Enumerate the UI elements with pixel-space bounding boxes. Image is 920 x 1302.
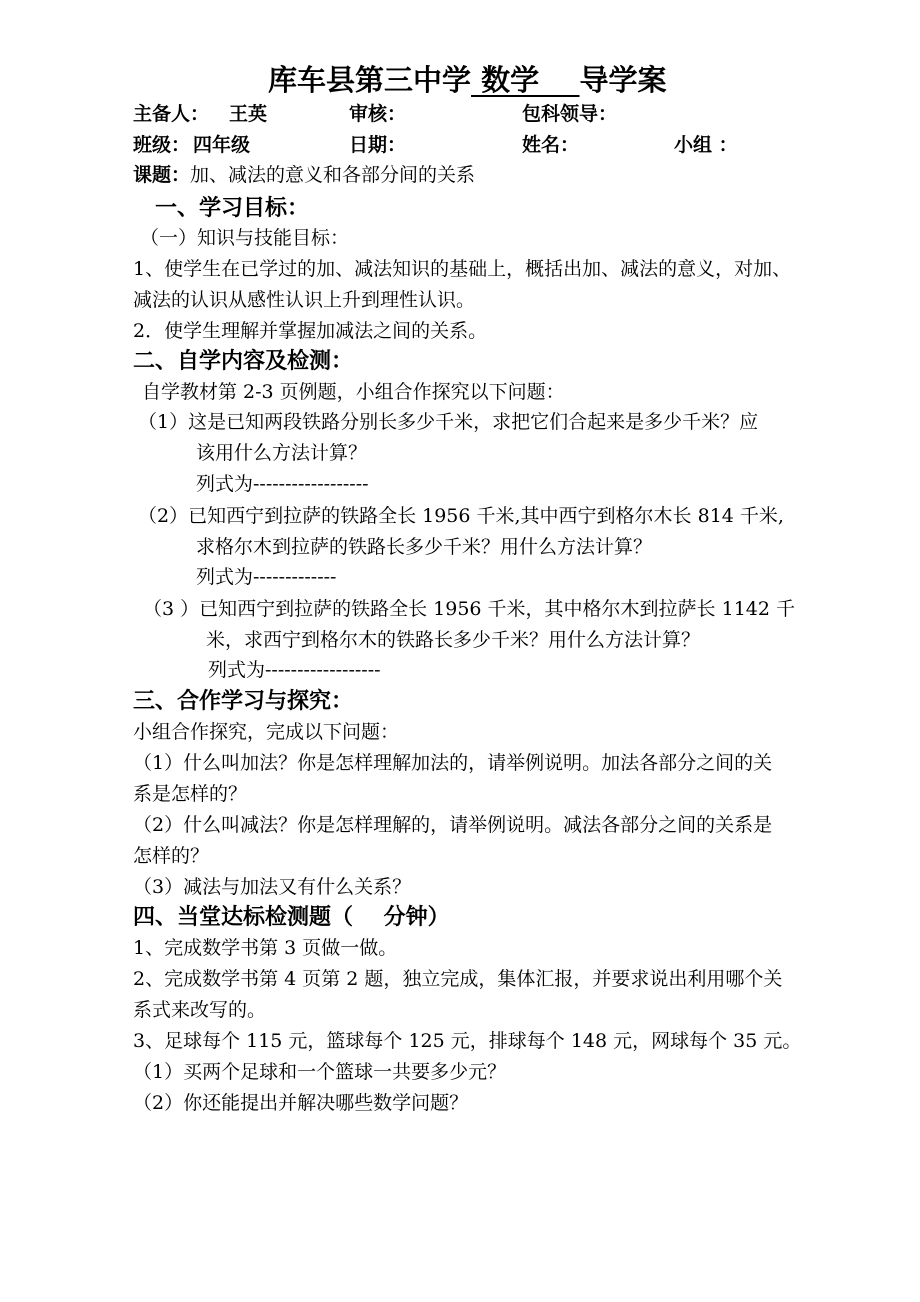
preparer-label: 主备人： xyxy=(133,103,210,125)
question-3-formula: 列式为------------------ xyxy=(208,659,381,681)
question-1-line-2: 该用什么方法计算？ xyxy=(196,442,368,464)
leader-label: 包科领导： xyxy=(522,103,618,125)
task-2-line-2: 系式来改写的。 xyxy=(133,999,267,1021)
objective-2: 2．使学生理解并掌握加减法之间的关系。 xyxy=(133,320,488,342)
section-3-heading: 三、合作学习与探究： xyxy=(133,688,354,714)
question-2-line-1: （2）已知西宁到拉萨的铁路全长 1956 千米,其中西宁到格尔木长 814 千米, xyxy=(138,505,784,527)
class-label: 班级： xyxy=(133,134,191,156)
section-2-intro: 自学教材第 2-3 页例题，小组合作探究以下问题： xyxy=(142,381,565,403)
question-2-formula: 列式为------------- xyxy=(196,566,337,588)
question-1-formula: 列式为------------------ xyxy=(196,473,369,495)
date-label: 日期： xyxy=(349,134,407,156)
name-label: 姓名： xyxy=(522,134,580,156)
preparer-value: 王英 xyxy=(229,103,268,125)
section-3-q3: （3）减法与加法又有什么关系？ xyxy=(133,876,412,898)
topic-label: 课题： xyxy=(133,164,191,186)
class-value: 四年级 xyxy=(193,134,251,156)
task-3: 3、足球每个 115 元，篮球每个 125 元，排球每个 148 元，网球每个 35 元。 xyxy=(133,1030,802,1052)
reviewer-label: 审核： xyxy=(349,103,407,125)
task-3-q1: （1）买两个足球和一个篮球一共要多少元？ xyxy=(133,1061,507,1083)
group-label: 小组 ： xyxy=(674,134,738,156)
question-2-line-2: 求格尔木到拉萨的铁路长多少千米？用什么方法计算？ xyxy=(196,536,653,558)
topic-line xyxy=(133,164,475,188)
section-3-q1-line-2: 系是怎样的？ xyxy=(133,783,248,805)
question-1-line-1: （1）这是已知两段铁路分别长多少千米，求把它们合起来是多少千米？应 xyxy=(138,411,759,433)
page-title xyxy=(268,62,667,98)
section-3-intro: 小组合作探究，完成以下问题： xyxy=(133,721,400,743)
doc-type: 导学案 xyxy=(579,63,667,97)
section-3-q2-line-2: 怎样的？ xyxy=(133,845,210,867)
task-2-line-1: 2、完成数学书第 4 页第 2 题，独立完成，集体汇报，并要求说出利用哪个关 xyxy=(133,968,783,990)
objective-1-line-2: 减法的认识从感性认识上升到理性认识。 xyxy=(133,289,476,311)
section-4-heading: 四、当堂达标检测题（ 分钟） xyxy=(133,904,450,930)
section-1-subheading: （一）知识与技能目标： xyxy=(140,227,350,249)
section-3-q2-line-1: （2）什么叫减法？你是怎样理解的，请举例说明。减法各部分之间的关系是 xyxy=(133,814,773,836)
topic-value: 加、减法的意义和各部分间的关系 xyxy=(190,164,476,186)
question-3-line-2: 米，求西宁到格尔木的铁路长多少千米？用什么方法计算？ xyxy=(206,629,701,651)
section-1-heading: 一、学习目标： xyxy=(155,195,310,221)
objective-1-line-1: 1、使学生在已学过的加、减法知识的基础上，概括出加、减法的意义，对加、 xyxy=(133,258,792,280)
task-3-q2: （2）你还能提出并解决哪些数学问题？ xyxy=(133,1092,469,1114)
task-1: 1、完成数学书第 3 页做一做。 xyxy=(133,937,398,959)
subject-name: 数学 xyxy=(471,63,580,97)
section-3-q1-line-1: （1）什么叫加法？你是怎样理解加法的，请举例说明。加法各部分之间的关 xyxy=(133,752,773,774)
school-name: 库车县第三中学 xyxy=(268,63,472,97)
question-3-line-1: （3 ）已知西宁到拉萨的铁路全长 1956 千米，其中格尔木到拉萨长 1142 千 xyxy=(143,598,795,620)
section-2-heading: 二、自学内容及检测： xyxy=(133,348,354,374)
